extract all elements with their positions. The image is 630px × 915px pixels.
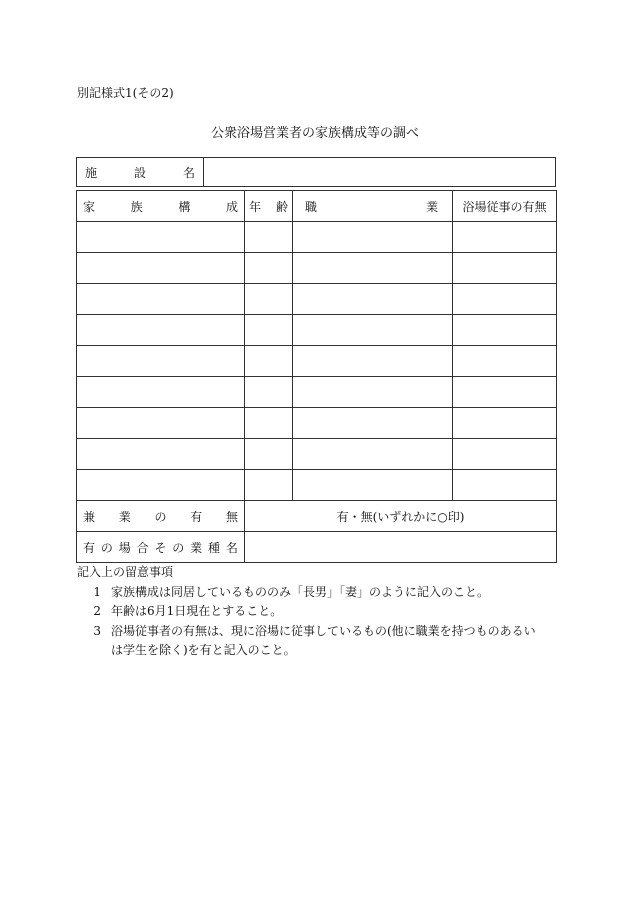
table-row xyxy=(77,284,557,315)
age-cell[interactable] xyxy=(245,284,293,315)
header-bath-work: 浴場従事の有無 xyxy=(453,191,557,222)
header-char: 構 xyxy=(178,199,191,214)
age-cell[interactable] xyxy=(245,377,293,408)
side-job-type-field[interactable] xyxy=(245,532,557,563)
family-cell[interactable] xyxy=(77,470,245,501)
family-composition-table xyxy=(76,190,557,563)
note-item xyxy=(77,602,547,622)
label-char: 有 xyxy=(190,509,203,524)
header-char: 年 xyxy=(249,199,262,214)
header-char: 族 xyxy=(130,199,143,214)
age-cell[interactable] xyxy=(245,253,293,284)
table-row xyxy=(77,346,557,377)
facility-name-field[interactable] xyxy=(204,158,555,186)
facility-label-char: 施 xyxy=(85,165,98,180)
bath-work-cell[interactable] xyxy=(453,439,557,470)
note-text: 年齢は6月1日現在とすること。 xyxy=(111,604,283,618)
family-cell[interactable] xyxy=(77,408,245,439)
family-cell[interactable] xyxy=(77,315,245,346)
occupation-cell[interactable] xyxy=(293,222,453,253)
label-char: 兼 xyxy=(83,509,96,524)
label-char: 名 xyxy=(225,540,238,555)
age-cell[interactable] xyxy=(245,315,293,346)
bath-work-cell[interactable] xyxy=(453,346,557,377)
facility-name-label xyxy=(77,158,204,186)
table-row xyxy=(77,222,557,253)
family-cell[interactable] xyxy=(77,439,245,470)
table-row xyxy=(77,315,557,346)
label-char: の xyxy=(172,540,185,555)
family-cell[interactable] xyxy=(77,377,245,408)
occupation-cell[interactable] xyxy=(293,377,453,408)
family-cell[interactable] xyxy=(77,346,245,377)
table-row xyxy=(77,439,557,470)
occupation-cell[interactable] xyxy=(293,346,453,377)
header-family xyxy=(77,191,245,222)
header-char: 成 xyxy=(225,199,238,214)
header-char: 職 xyxy=(305,199,318,214)
facility-label-char: 名 xyxy=(182,165,195,180)
age-cell[interactable] xyxy=(245,408,293,439)
bath-work-cell[interactable] xyxy=(453,470,557,501)
label-char: 業 xyxy=(190,540,203,555)
age-cell[interactable] xyxy=(245,439,293,470)
occupation-cell[interactable] xyxy=(293,253,453,284)
family-cell[interactable] xyxy=(77,222,245,253)
side-job-type-row xyxy=(77,532,557,563)
occupation-cell[interactable] xyxy=(293,315,453,346)
bath-work-cell[interactable] xyxy=(453,222,557,253)
bath-work-cell[interactable] xyxy=(453,284,557,315)
occupation-cell[interactable] xyxy=(293,408,453,439)
header-age xyxy=(245,191,293,222)
bath-work-cell[interactable] xyxy=(453,408,557,439)
bath-work-cell[interactable] xyxy=(453,315,557,346)
facility-name-row xyxy=(76,157,556,187)
occupation-cell[interactable] xyxy=(293,470,453,501)
header-char: 家 xyxy=(83,199,96,214)
form-number-label: 別記様式1(その2) xyxy=(77,86,174,100)
label-char: 合 xyxy=(136,540,149,555)
label-char: 種 xyxy=(208,540,221,555)
note-number: 1 xyxy=(93,584,101,599)
label-char: 有 xyxy=(83,540,96,555)
header-occupation xyxy=(293,191,453,222)
table-row xyxy=(77,253,557,284)
age-cell[interactable] xyxy=(245,222,293,253)
occupation-cell[interactable] xyxy=(293,439,453,470)
label-char: 無 xyxy=(225,509,238,524)
age-cell[interactable] xyxy=(245,346,293,377)
note-item xyxy=(77,622,547,661)
note-text: 浴場従事者の有無は、現に浴場に従事しているもの(他に職業を持つものあるいは学生を除く)を有と記入のこと。 xyxy=(111,623,536,657)
family-cell[interactable] xyxy=(77,284,245,315)
label-char: の xyxy=(100,540,113,555)
side-job-type-label xyxy=(77,532,245,563)
label-char: の xyxy=(154,509,167,524)
label-char: 場 xyxy=(118,540,131,555)
header-char: 齢 xyxy=(275,199,288,214)
family-cell[interactable] xyxy=(77,253,245,284)
note-text: 家族構成は同居しているもののみ「長男」「妻」のように記入のこと。 xyxy=(111,584,490,599)
bath-work-cell[interactable] xyxy=(453,377,557,408)
side-job-label xyxy=(77,501,245,532)
note-number: 3 xyxy=(93,623,101,638)
table-header-row xyxy=(77,191,557,222)
table-row xyxy=(77,408,557,439)
side-job-value[interactable]: 有・無(いずれかに○印) xyxy=(245,501,557,532)
occupation-cell[interactable] xyxy=(293,284,453,315)
notes-section xyxy=(77,563,547,661)
document-title: 公衆浴場営業者の家族構成等の調べ xyxy=(210,126,419,141)
side-job-row xyxy=(77,501,557,532)
table-row xyxy=(77,377,557,408)
note-number: 2 xyxy=(93,604,101,618)
bath-work-cell[interactable] xyxy=(453,253,557,284)
label-char: 業 xyxy=(118,509,131,524)
table-row xyxy=(77,470,557,501)
age-cell[interactable] xyxy=(245,470,293,501)
label-char: そ xyxy=(154,540,167,555)
notes-heading: 記入上の留意事項 xyxy=(77,565,174,579)
facility-label-char: 設 xyxy=(133,165,146,180)
header-char: 業 xyxy=(425,199,438,214)
note-item xyxy=(77,583,547,603)
